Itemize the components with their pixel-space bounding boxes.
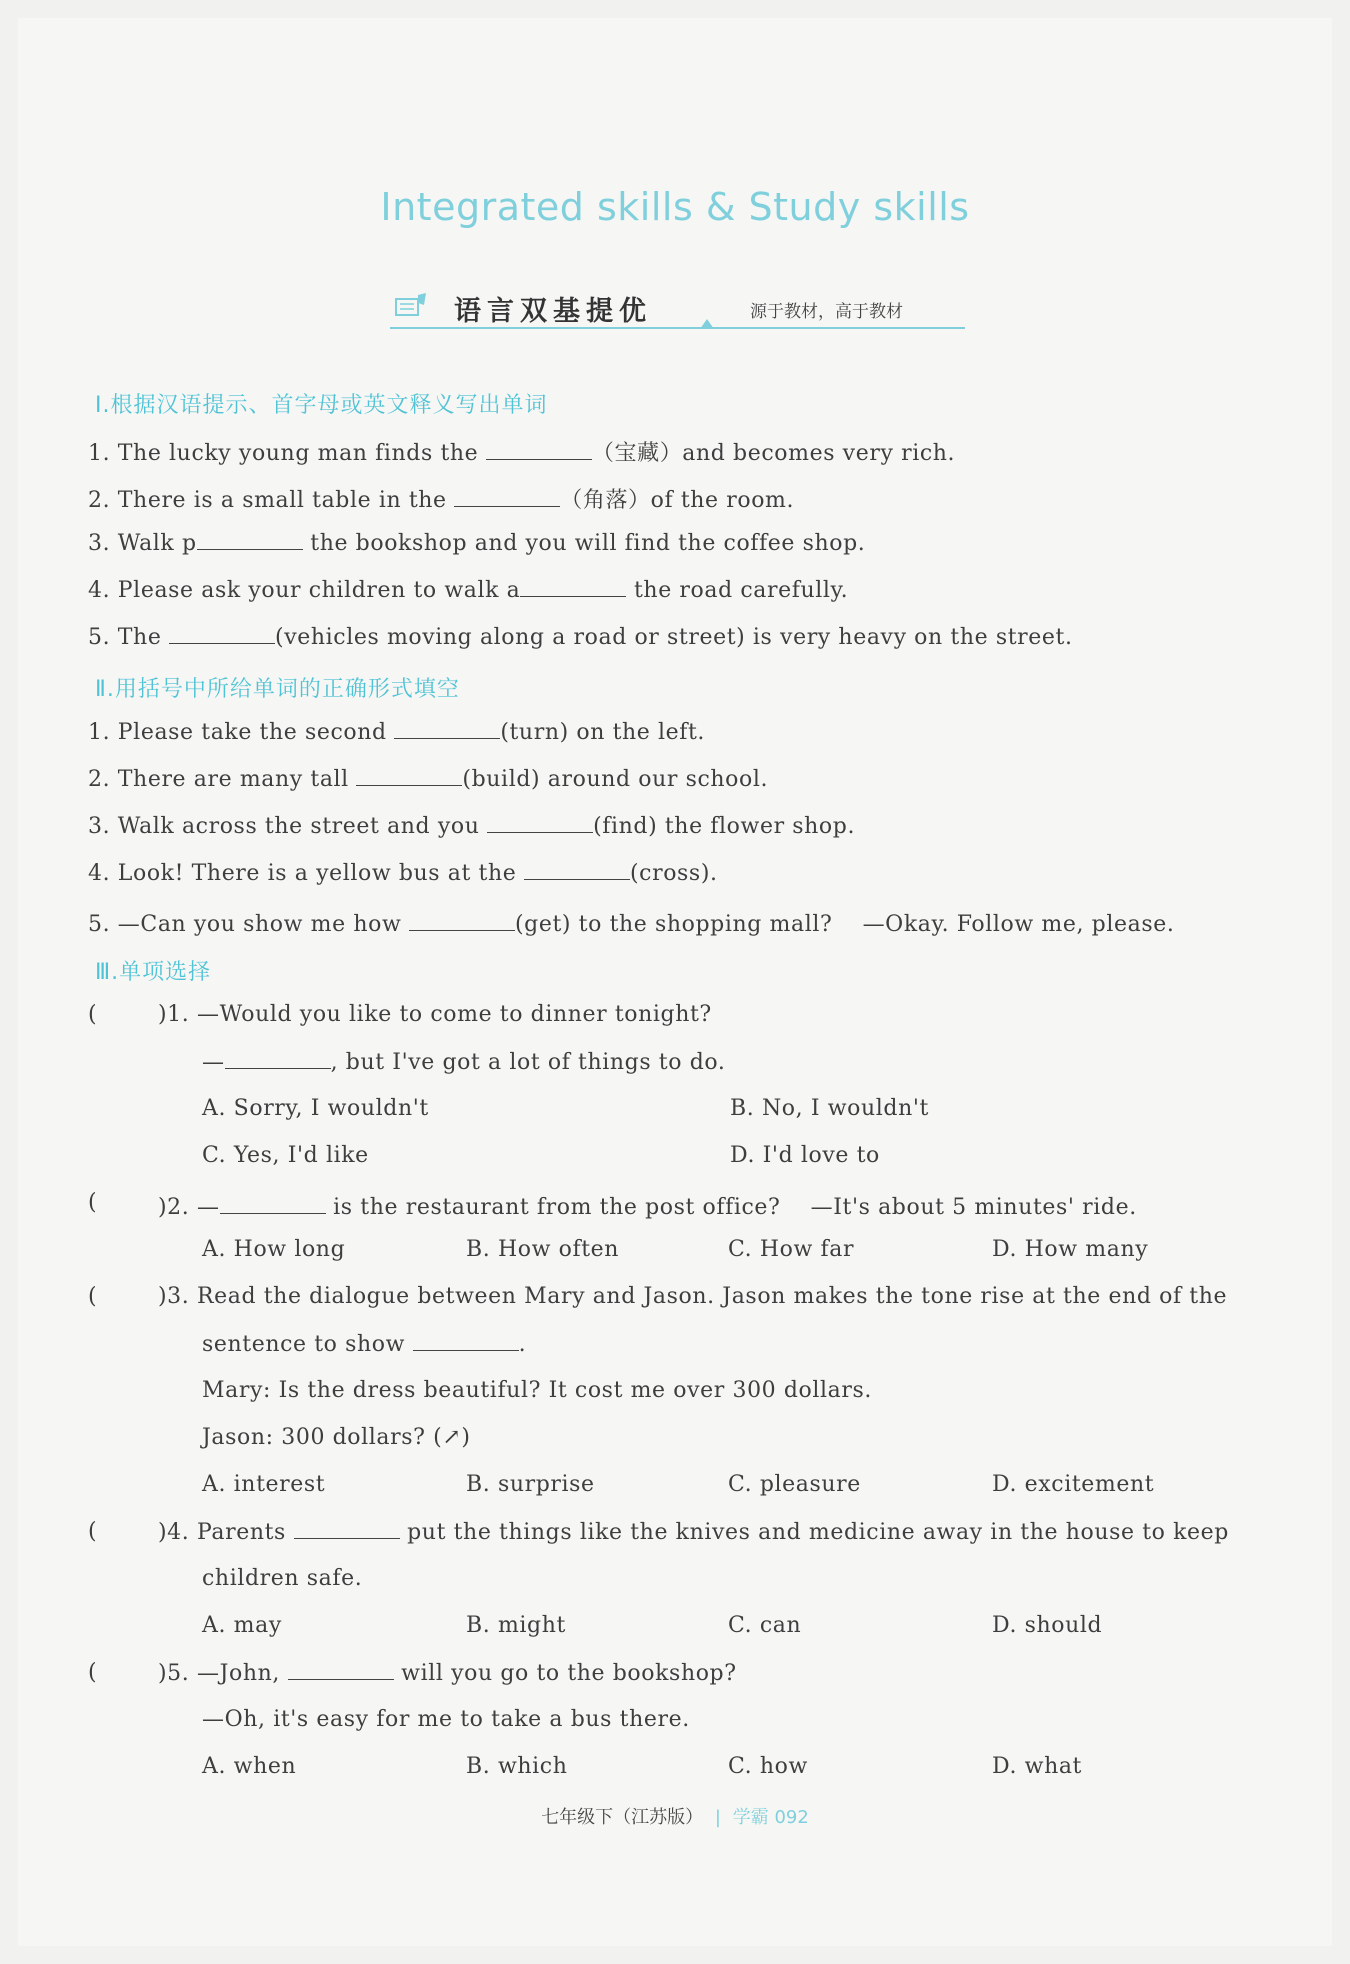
banner-subtitle: 源于教材，高于教材 bbox=[750, 302, 903, 322]
q1-option-b[interactable]: B. No, I wouldn't bbox=[730, 1096, 929, 1121]
q5-stem: )5. —John, will you go to the bookshop? bbox=[158, 1661, 737, 1686]
q1-line-2: — , but I've got a lot of things to do. bbox=[202, 1050, 726, 1075]
q5-option-b[interactable]: B. which bbox=[466, 1754, 568, 1779]
blank[interactable] bbox=[454, 487, 560, 507]
book-icon bbox=[394, 291, 428, 319]
blank[interactable] bbox=[486, 440, 592, 460]
blank[interactable] bbox=[520, 577, 626, 597]
blank[interactable] bbox=[413, 1331, 519, 1351]
banner-title: 语言双基提优 bbox=[454, 296, 652, 327]
q1-option-a[interactable]: A. Sorry, I wouldn't bbox=[202, 1096, 429, 1121]
q4-option-b[interactable]: B. might bbox=[466, 1613, 566, 1638]
q3-stem: )3. Read the dialogue between Mary and Jason. Jason makes the tone rise at the end of the bbox=[158, 1284, 1228, 1309]
q3-line-2: sentence to show . bbox=[202, 1332, 527, 1357]
q3-line-4: Jason: 300 dollars? (↗) bbox=[202, 1425, 471, 1450]
s2-item-1: 1. Please take the second (turn) on the left. bbox=[88, 720, 706, 745]
q3-option-d[interactable]: D. excitement bbox=[992, 1472, 1155, 1497]
s2-item-3: 3. Walk across the street and you (find) the flower shop. bbox=[88, 814, 856, 839]
s2-item-2: 2. There are many tall (build) around our school. bbox=[88, 767, 769, 792]
q1-option-c[interactable]: C. Yes, I'd like bbox=[202, 1143, 369, 1168]
footer-brand: 学霸 092 bbox=[732, 1807, 809, 1828]
q3-option-a[interactable]: A. interest bbox=[202, 1472, 326, 1497]
q4-option-c[interactable]: C. can bbox=[728, 1613, 802, 1638]
answer-paren[interactable]: ( bbox=[88, 1660, 97, 1685]
q5-option-d[interactable]: D. what bbox=[992, 1754, 1082, 1779]
triangle-icon bbox=[700, 319, 714, 329]
q3-line-3: Mary: Is the dress beautiful? It cost me over 300 dollars. bbox=[202, 1378, 872, 1403]
answer-paren[interactable]: ( bbox=[88, 1002, 97, 1027]
q5-option-a[interactable]: A. when bbox=[202, 1754, 297, 1779]
s1-item-2: 2. There is a small table in the （角落）of the room. bbox=[88, 488, 795, 513]
q2-option-c[interactable]: C. How far bbox=[728, 1237, 855, 1262]
section-2-title: Ⅱ.用括号中所给单词的正确形式填空 bbox=[95, 677, 460, 702]
q5-option-c[interactable]: C. how bbox=[728, 1754, 808, 1779]
s1-item-3: 3. Walk p the bookshop and you will find the coffee shop. bbox=[88, 531, 866, 556]
answer-paren[interactable]: ( bbox=[88, 1284, 97, 1309]
section-1-title: Ⅰ.根据汉语提示、首字母或英文释义写出单词 bbox=[95, 393, 548, 418]
q3-option-c[interactable]: C. pleasure bbox=[728, 1472, 861, 1497]
footer-grade: 七年级下（江苏版） bbox=[541, 1807, 704, 1828]
blank[interactable] bbox=[288, 1660, 394, 1680]
q4-option-a[interactable]: A. may bbox=[202, 1613, 282, 1638]
answer-paren[interactable]: ( bbox=[88, 1519, 97, 1544]
blank[interactable] bbox=[524, 860, 630, 880]
blank[interactable] bbox=[197, 530, 303, 550]
q2-stem: )2. — is the restaurant from the post office? —It's about 5 minutes' ride. bbox=[158, 1195, 1137, 1220]
q4-stem: )4. Parents put the things like the knives and medicine away in the house to keep bbox=[158, 1520, 1229, 1545]
q3-option-b[interactable]: B. surprise bbox=[466, 1472, 595, 1497]
blank[interactable] bbox=[294, 1519, 400, 1539]
blank[interactable] bbox=[225, 1049, 331, 1069]
s2-item-5: 5. —Can you show me how (get) to the shopping mall? —Okay. Follow me, please. bbox=[88, 912, 1175, 937]
q1-option-d[interactable]: D. I'd love to bbox=[730, 1143, 880, 1168]
blank[interactable] bbox=[409, 911, 515, 931]
s2-item-4: 4. Look! There is a yellow bus at the (cross). bbox=[88, 861, 718, 886]
s1-item-5: 5. The (vehicles moving along a road or street) is very heavy on the street. bbox=[88, 625, 1073, 650]
q1-stem: )1. —Would you like to come to dinner tonight? bbox=[158, 1002, 712, 1027]
q4-line-2: children safe. bbox=[202, 1566, 363, 1591]
q2-option-d[interactable]: D. How many bbox=[992, 1237, 1149, 1262]
blank[interactable] bbox=[220, 1194, 326, 1214]
answer-paren[interactable]: ( bbox=[88, 1190, 97, 1215]
blank[interactable] bbox=[169, 624, 275, 644]
s1-item-4: 4. Please ask your children to walk a the road carefully. bbox=[88, 578, 849, 603]
q2-option-a[interactable]: A. How long bbox=[202, 1237, 346, 1262]
footer-separator: | bbox=[714, 1807, 721, 1828]
blank[interactable] bbox=[487, 813, 593, 833]
s1-item-1: 1. The lucky young man finds the （宝藏）and becomes very rich. bbox=[88, 441, 956, 466]
section-3-title: Ⅲ.单项选择 bbox=[95, 960, 212, 985]
q2-option-b[interactable]: B. How often bbox=[466, 1237, 620, 1262]
page-title: Integrated skills & Study skills bbox=[380, 185, 970, 229]
blank[interactable] bbox=[356, 766, 462, 786]
section-banner bbox=[390, 285, 965, 329]
blank[interactable] bbox=[394, 719, 500, 739]
q4-option-d[interactable]: D. should bbox=[992, 1613, 1103, 1638]
q5-line-2: —Oh, it's easy for me to take a bus there. bbox=[202, 1707, 690, 1732]
page-footer bbox=[0, 1803, 1350, 1829]
